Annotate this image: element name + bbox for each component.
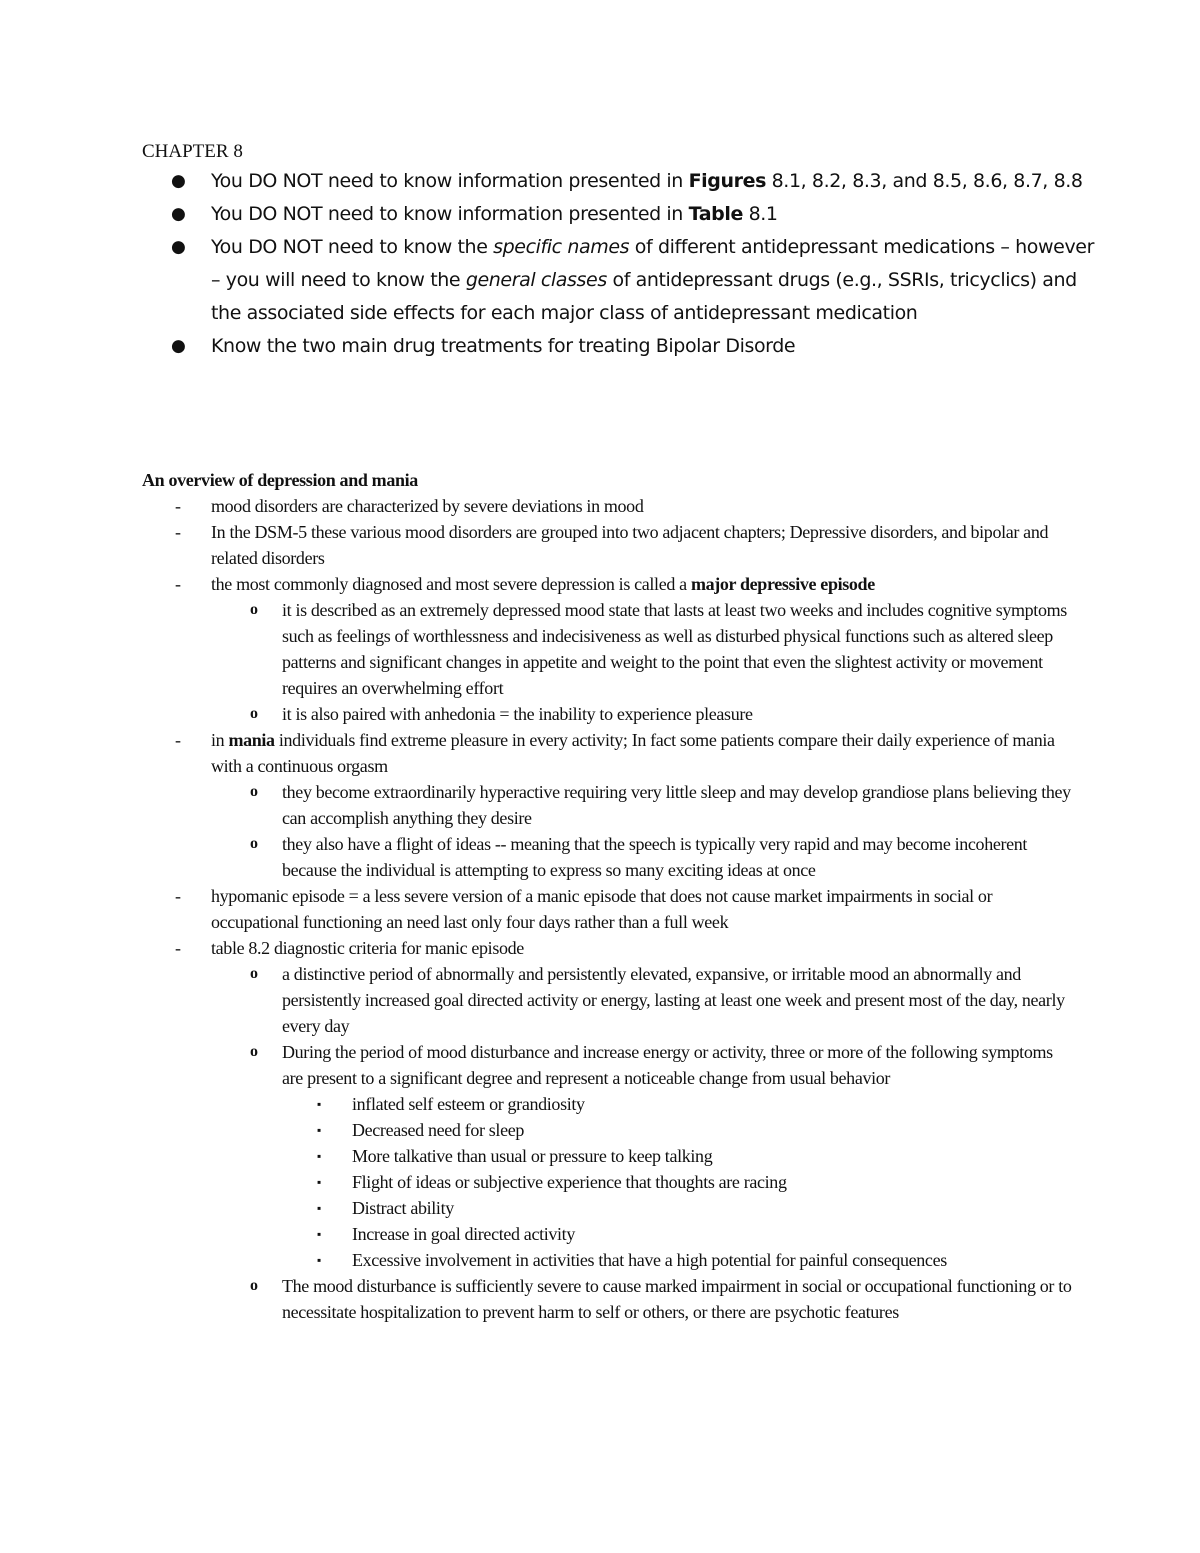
note-item-level-1 (142, 519, 1072, 571)
note-text (352, 1094, 585, 1114)
dash-bullet-icon: - (175, 522, 181, 542)
chapter-title: CHAPTER 8 (142, 141, 243, 162)
note-text (282, 600, 1067, 698)
note-text (211, 496, 643, 516)
note-item-level-1 (142, 883, 1072, 935)
circle-bullet-icon: o (250, 965, 258, 982)
note-item-level-2 (142, 1039, 1072, 1091)
square-bullet-icon: ▪ (317, 1175, 321, 1189)
text-segment: You DO NOT need to know the (211, 236, 494, 258)
note-item-level-1 (142, 571, 1072, 597)
note-text (211, 522, 1048, 568)
text-segment: You DO NOT need to know information presented in (211, 170, 689, 192)
circle-bullet-icon: o (250, 783, 258, 800)
note-item-level-2 (142, 831, 1072, 883)
note-item-level-3 (142, 1169, 1072, 1195)
text-segment: of different antidepressant medications – however – you will need to know the (211, 236, 1094, 291)
bullet-icon: ● (171, 237, 186, 257)
text-segment: 8.1 (742, 203, 778, 225)
square-bullet-icon: ▪ (317, 1227, 321, 1241)
text-segment: During the period of mood disturbance and increase energy or activity, three or more of the following symptoms are present to a significant degree and represent a noticeable change from usual behavior (282, 1042, 1053, 1088)
note-item-level-2 (142, 1273, 1072, 1325)
note-item-level-1 (142, 727, 1072, 779)
note-item-level-2 (142, 597, 1072, 701)
text-segment: major depressive episode (690, 574, 875, 594)
note-item-level-3 (142, 1091, 1072, 1117)
note-text (282, 964, 1065, 1036)
note-text (282, 782, 1071, 828)
dash-bullet-icon: - (175, 574, 181, 594)
text-segment: Excessive involvement in activities that have a high potential for painful consequences (352, 1250, 947, 1270)
text-segment: inflated self esteem or grandiosity (352, 1094, 585, 1114)
bullet-icon: ● (171, 204, 186, 224)
text-segment: Distract ability (352, 1198, 454, 1218)
requirement-item (160, 231, 1100, 330)
text-segment: Know the two main drug treatments for treating Bipolar Disorde (211, 335, 796, 357)
text-segment: it is described as an extremely depressed mood state that lasts at least two weeks and includes cognitive symptoms such as feelings of worthlessness and indecisiveness as well as disturbed physical functions such as altered sleep patterns and significant changes in appetite and weight to the point that even the slightest activity or movement requires an overwhelming effort (282, 600, 1067, 698)
text-segment: Decreased need for sleep (352, 1120, 524, 1140)
note-text (211, 574, 875, 594)
text-segment: they also have a flight of ideas -- meaning that the speech is typically very rapid and may become incoherent because the individual is attempting to express so many exciting ideas at once (282, 834, 1028, 880)
text-segment: of antidepressant drugs (e.g., SSRIs, tricyclics) and the associated side effects for each major class of antidepressant medication (211, 269, 1077, 324)
text-segment: individuals find extreme pleasure in every activity; In fact some patients compare their daily experience of mania with a continuous orgasm (211, 730, 1055, 776)
note-item-level-3 (142, 1117, 1072, 1143)
note-item-level-3 (142, 1221, 1072, 1247)
circle-bullet-icon: o (250, 1043, 258, 1060)
note-text (352, 1172, 787, 1192)
note-item-level-2 (142, 701, 1072, 727)
text-segment: mood disorders are characterized by severe deviations in mood (211, 496, 644, 516)
dash-bullet-icon: - (175, 938, 181, 958)
note-text (282, 834, 1027, 880)
note-item-level-3 (142, 1195, 1072, 1221)
dash-bullet-icon: - (175, 886, 181, 906)
bullet-icon: ● (171, 336, 186, 356)
square-bullet-icon: ▪ (317, 1097, 321, 1111)
text-segment: The mood disturbance is sufficiently severe to cause marked impairment in social or occupational functioning or to necessitate hospitalization to prevent harm to self or others, or there are psychotic features (282, 1276, 1072, 1322)
requirement-item (160, 198, 1100, 231)
note-item-level-1 (142, 493, 1072, 519)
text-segment: specific names (493, 236, 630, 258)
text-segment: a distinctive period of abnormally and persistently elevated, expansive, or irritable mood an abnormally and persistently increased goal directed activity or energy, lasting at least one week and present most of the day, nearly every day (282, 964, 1065, 1036)
dash-bullet-icon: - (175, 496, 181, 516)
circle-bullet-icon: o (250, 705, 258, 722)
text-segment: mania (228, 730, 275, 750)
text-segment: it is also paired with anhedonia = the inability to experience pleasure (282, 704, 753, 724)
circle-bullet-icon: o (250, 835, 258, 852)
text-segment: general classes (465, 269, 607, 291)
text-segment: Increase in goal directed activity (352, 1224, 575, 1244)
note-text (352, 1146, 712, 1166)
circle-bullet-icon: o (250, 1277, 258, 1294)
requirement-item (160, 165, 1100, 198)
note-text (211, 886, 992, 932)
note-item-level-1 (142, 935, 1072, 961)
text-segment: Table (688, 203, 743, 225)
section-heading: An overview of depression and mania (142, 470, 418, 490)
note-text (211, 938, 524, 958)
text-segment: they become extraordinarily hyperactive requiring very little sleep and may develop grandiose plans believing they can accomplish anything they desire (282, 782, 1071, 828)
note-text (352, 1224, 575, 1244)
requirements-list (160, 165, 1100, 363)
text-segment: the most commonly diagnosed and most severe depression is called a (211, 574, 691, 594)
note-text (352, 1250, 947, 1270)
note-text (282, 1276, 1072, 1322)
square-bullet-icon: ▪ (317, 1149, 321, 1163)
square-bullet-icon: ▪ (317, 1123, 321, 1137)
text-segment: 8.1, 8.2, 8.3, and 8.5, 8.6, 8.7, 8.8 (765, 170, 1083, 192)
note-item-level-3 (142, 1247, 1072, 1273)
circle-bullet-icon: o (250, 601, 258, 618)
text-segment: Figures (688, 170, 766, 192)
notes-section (142, 467, 1072, 1325)
text-segment: In the DSM-5 these various mood disorders are grouped into two adjacent chapters; Depressive disorders, and bipolar and related disorders (211, 522, 1049, 568)
note-text (211, 730, 1055, 776)
square-bullet-icon: ▪ (317, 1253, 321, 1267)
text-segment: in (211, 730, 229, 750)
text-segment: hypomanic episode = a less severe version of a manic episode that does not cause market impairments in social or occupational functioning an need last only four days rather than a full week (211, 886, 993, 932)
note-text (352, 1120, 524, 1140)
note-text (282, 1042, 1053, 1088)
text-segment: Flight of ideas or subjective experience that thoughts are racing (352, 1172, 787, 1192)
note-item-level-3 (142, 1143, 1072, 1169)
note-item-level-2 (142, 961, 1072, 1039)
requirement-item (160, 330, 1100, 363)
bullet-icon: ● (171, 171, 186, 191)
dash-bullet-icon: - (175, 730, 181, 750)
note-text (352, 1198, 454, 1218)
note-text (282, 704, 753, 724)
text-segment: More talkative than usual or pressure to keep talking (352, 1146, 713, 1166)
text-segment: table 8.2 diagnostic criteria for manic episode (211, 938, 524, 958)
note-item-level-2 (142, 779, 1072, 831)
text-segment: You DO NOT need to know information presented in (211, 203, 689, 225)
notes-body (142, 493, 1072, 1325)
square-bullet-icon: ▪ (317, 1201, 321, 1215)
